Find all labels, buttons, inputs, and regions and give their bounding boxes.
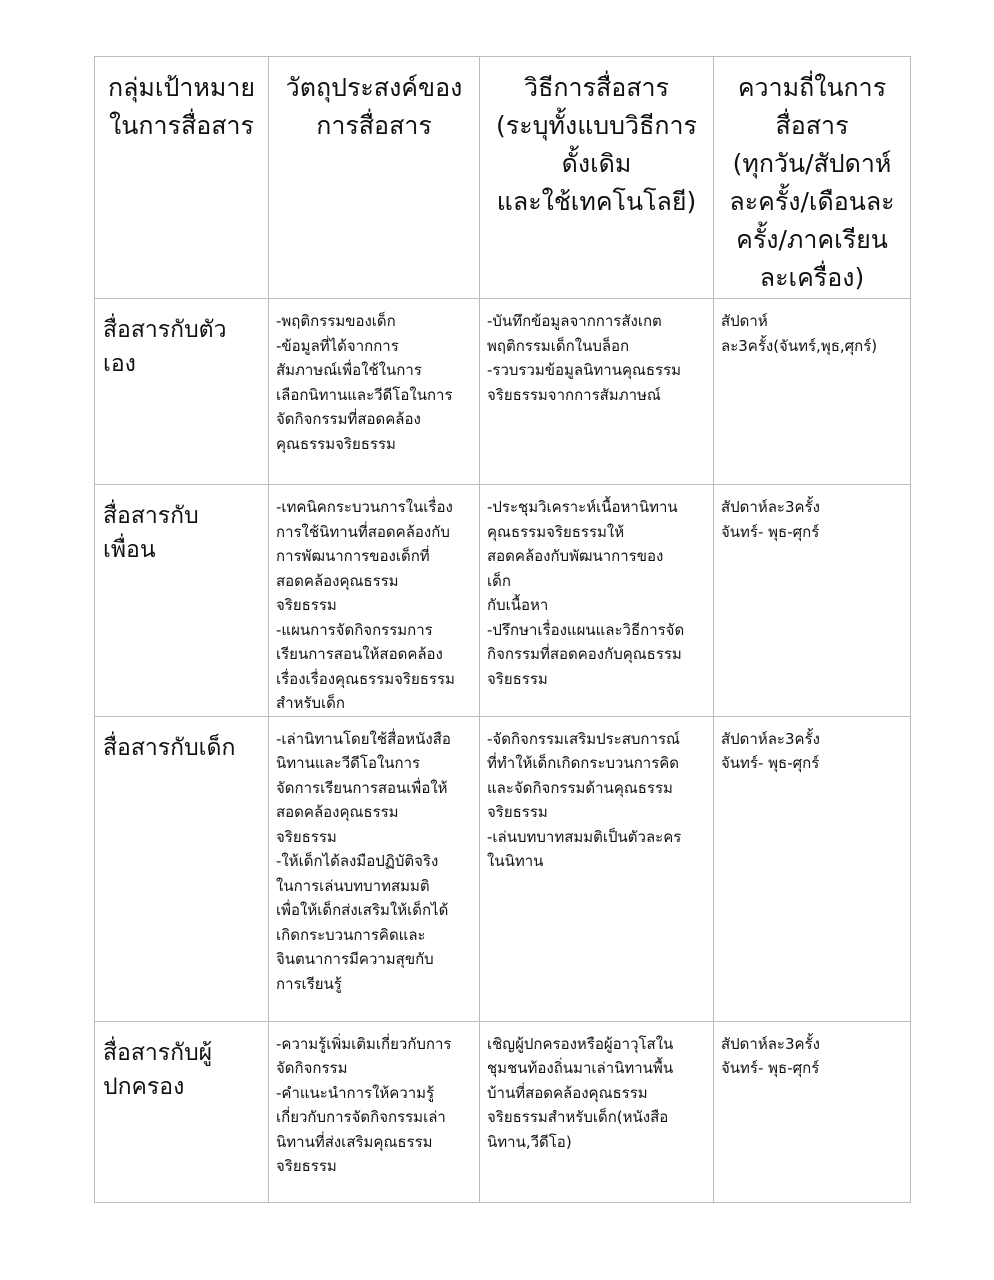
header-method: วิธีการสื่อสาร (ระบุทั้งแบบวิธีการ ดั้งเดิม และใช้เทคโนโลยี) — [480, 57, 714, 299]
table-row — [95, 485, 911, 717]
row-frequency: สัปดาห์ละ3ครั้ง จันทร์- พุธ-ศุกร์ — [714, 485, 911, 717]
row-group-label: สื่อสารกับผู้ ปกครอง — [95, 1021, 269, 1202]
row-frequency: สัปดาห์ ละ3ครั้ง(จันทร์,พุธ,ศุกร์) — [714, 299, 911, 485]
row-method: -จัดกิจกรรมเสริมประสบการณ์ ที่ทำให้เด็กเกิดกระบวนการคิด และจัดกิจกรรมด้านคุณธรรม จริยธรรม -เล่นบทบาทสมมติเป็นตัวละคร ในนิทาน — [480, 716, 714, 1021]
row-objective: -เทคนิคกระบวนการในเรื่อง การใช้นิทานที่สอดคล้องกับ การพัฒนาการของเด็กที่ สอดคล้องคุณธรรม จริยธรรม -แผนการจัดกิจกรรมการ เรียนการสอนให้สอดคล้อง เรื่องเรื่องคุณธรรมจริยธรรม สำหรับเด็ก — [269, 485, 480, 717]
row-objective: -ความรู้เพิ่มเติมเกี่ยวกับการ จัดกิจกรรม -คำแนะนำการให้ความรู้ เกี่ยวกับการจัดกิจกรรมเล่า นิทานที่ส่งเสริมคุณธรรม จริยธรรม — [269, 1021, 480, 1202]
row-group-label: สื่อสารกับเด็ก — [95, 716, 269, 1021]
row-objective: -เล่านิทานโดยใช้สื่อหนังสือ นิทานและวีดีโอในการ จัดการเรียนการสอนเพื่อให้ สอดคล้องคุณธรรม จริยธรรม -ให้เด็กได้ลงมือปฏิบัติจริง ในการเล่นบทบาทสมมติ เพื่อให้เด็กส่งเสริมให้เด็กได้ เกิดกระบวนการคิดและ จินตนาการมีความสุขกับ การเรียนรู้ — [269, 716, 480, 1021]
communication-plan-table — [94, 56, 911, 1203]
row-frequency: สัปดาห์ละ3ครั้ง จันทร์- พุธ-ศุกร์ — [714, 716, 911, 1021]
row-group-label: สื่อสารกับตัว เอง — [95, 299, 269, 485]
row-method: -บันทึกข้อมูลจากการสังเกต พฤติกรรมเด็กในบล็อก -รวบรวมข้อมูลนิทานคุณธรรม จริยธรรมจากการสัมภาษณ์ — [480, 299, 714, 485]
table-header-row — [95, 57, 911, 299]
header-frequency: ความถี่ในการ สื่อสาร (ทุกวัน/สัปดาห์ ละครั้ง/เดือนละ ครั้ง/ภาคเรียน ละเครื่อง) — [714, 57, 911, 299]
table-row — [95, 716, 911, 1021]
row-frequency: สัปดาห์ละ3ครั้ง จันทร์- พุธ-ศุกร์ — [714, 1021, 911, 1202]
row-group-label: สื่อสารกับ เพื่อน — [95, 485, 269, 717]
table-row — [95, 299, 911, 485]
table-row — [95, 1021, 911, 1202]
row-method: -ประชุมวิเคราะห์เนื้อหานิทาน คุณธรรมจริยธรรมให้ สอดคล้องกับพัฒนาการของ เด็ก กับเนื้อหา -ปรึกษาเรื่องแผนและวิธีการจัด กิจกรรมที่สอดคองกับคุณธรรม จริยธรรม — [480, 485, 714, 717]
header-target-group: กลุ่มเป้าหมาย ในการสื่อสาร — [95, 57, 269, 299]
row-objective: -พฤติกรรมของเด็ก -ข้อมูลที่ได้จากการ สัมภาษณ์เพื่อใช้ในการ เลือกนิทานและวีดีโอในการ จัดกิจกรรมที่สอดคล้อง คุณธรรมจริยธรรม — [269, 299, 480, 485]
row-method: เชิญผู้ปกครองหรือผู้อาวุโสใน ชุมชนท้องถิ่นมาเล่านิทานพื้น บ้านที่สอดคล้องคุณธรรม จริยธรรมสำหรับเด็ก(หนังสือ นิทาน,วีดีโอ) — [480, 1021, 714, 1202]
header-objective: วัตถุประสงค์ของ การสื่อสาร — [269, 57, 480, 299]
